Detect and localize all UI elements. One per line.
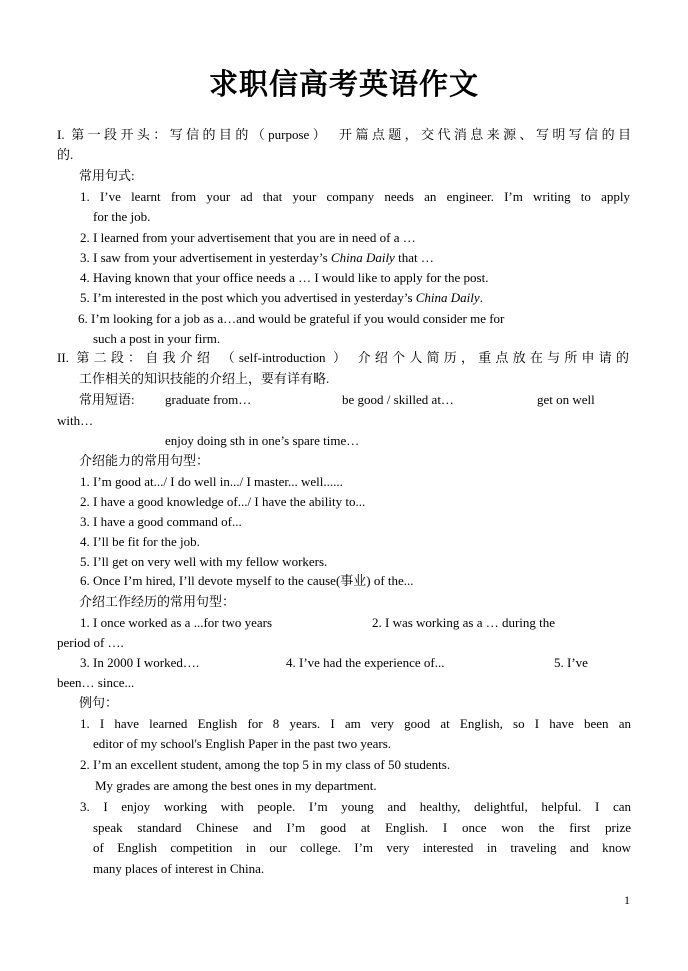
s1-item-2: 2. I learned from your advertisement that you are in need of a … bbox=[80, 230, 416, 245]
ability-3: 3. I have a good command of... bbox=[80, 514, 242, 529]
section2-heading: II. 第二段：自我介绍 （self-introduction ） 介绍个人简历，重点放在与所申请的 bbox=[57, 350, 629, 365]
example-1: 1. I have learned English for 8 years. I am very good at English, so I have been an bbox=[80, 716, 631, 731]
section1-heading: I. 第一段开头：写信的目的（purpose） 开篇点题，交代消息来源、写明写信的目 bbox=[57, 127, 631, 142]
example-2: 2. I’m an excellent student, among the top 5 in my class of 50 students. bbox=[80, 757, 451, 772]
s1-item-3-tail: that … bbox=[398, 250, 434, 265]
s1-item-5 bbox=[80, 290, 483, 306]
phrase-3: get on well bbox=[537, 392, 595, 407]
phrase-2: be good / skilled at… bbox=[342, 392, 454, 407]
section1-heading-cont: 的. bbox=[57, 147, 74, 162]
section2-heading-cont: 工作相关的知识技能的介绍上，要有详有略. bbox=[79, 371, 330, 386]
s1-item-3 bbox=[80, 250, 434, 266]
ability-4: 4. I’ll be fit for the job. bbox=[80, 534, 200, 549]
s1-item-5-text: 5. I’m interested in the post which you advertised in yesterday’s bbox=[80, 290, 413, 305]
experience-label: 介绍工作经历的常用句型： bbox=[79, 594, 236, 609]
ability-1: 1. I’m good at.../ I do well in.../ I master... well...... bbox=[80, 474, 343, 489]
example-2-cont: My grades are among the best ones in my department. bbox=[95, 778, 377, 793]
exp-2: 2. I was working as a … during the bbox=[372, 615, 556, 630]
phrase-3-cont: with… bbox=[57, 413, 94, 428]
ability-2: 2. I have a good knowledge of.../ I have the ability to... bbox=[80, 494, 366, 509]
section1-common-label: 常用句式: bbox=[79, 168, 135, 183]
s1-item-3-newspaper: China Daily bbox=[330, 250, 395, 265]
exp-2-cont: period of …. bbox=[57, 635, 124, 650]
phrase-1: graduate from… bbox=[165, 392, 252, 407]
s1-item-1: 1. I’ve learnt from your ad that your company needs an engineer. I’m writing to apply bbox=[80, 189, 630, 204]
phrase-label: 常用短语: bbox=[79, 392, 135, 407]
example-3: 3. I enjoy working with people. I’m young and healthy, delightful, helpful. I can bbox=[80, 799, 631, 814]
example-3-line3: of English competition in our college. I’m very interested in traveling and know bbox=[93, 840, 631, 855]
s1-item-4: 4. Having known that your office needs a … I would like to apply for the post. bbox=[80, 270, 489, 285]
document-title: 求职信高考英语作文 bbox=[208, 69, 479, 101]
s1-item-3-text: 3. I saw from your advertisement in yesterday’s bbox=[80, 250, 328, 265]
exp-4: 4. I’ve had the experience of... bbox=[286, 655, 445, 670]
ability-label: 介绍能力的常用句型： bbox=[79, 453, 210, 468]
example-3-line2: speak standard Chinese and I’m good at English. I once won the first prize bbox=[93, 820, 631, 835]
exp-5-cont: been… since... bbox=[57, 675, 135, 690]
ability-5: 5. I’ll get on very well with my fellow workers. bbox=[80, 554, 328, 569]
example-label: 例句： bbox=[79, 695, 119, 710]
exp-3: 3. In 2000 I worked…. bbox=[80, 655, 200, 670]
ability-6: 6. Once I’m hired, I’ll devote myself to the cause(事业) of the... bbox=[80, 573, 414, 588]
exp-5: 5. I’ve bbox=[554, 655, 588, 670]
exp-1: 1. I once worked as a ...for two years bbox=[80, 615, 273, 630]
page-number: 1 bbox=[624, 893, 630, 907]
s1-item-5-tail: . bbox=[479, 290, 483, 305]
example-3-line4: many places of interest in China. bbox=[93, 861, 265, 876]
s1-item-6-cont: such a post in your firm. bbox=[93, 331, 221, 346]
s1-item-1-cont: for the job. bbox=[93, 209, 151, 224]
example-1-cont: editor of my school's English Paper in the past two years. bbox=[93, 736, 392, 751]
s1-item-6: 6. I’m looking for a job as a…and would be grateful if you would consider me for bbox=[78, 311, 505, 326]
phrase-4: enjoy doing sth in one’s spare time… bbox=[165, 433, 360, 448]
s1-item-5-newspaper: China Daily bbox=[415, 290, 480, 305]
